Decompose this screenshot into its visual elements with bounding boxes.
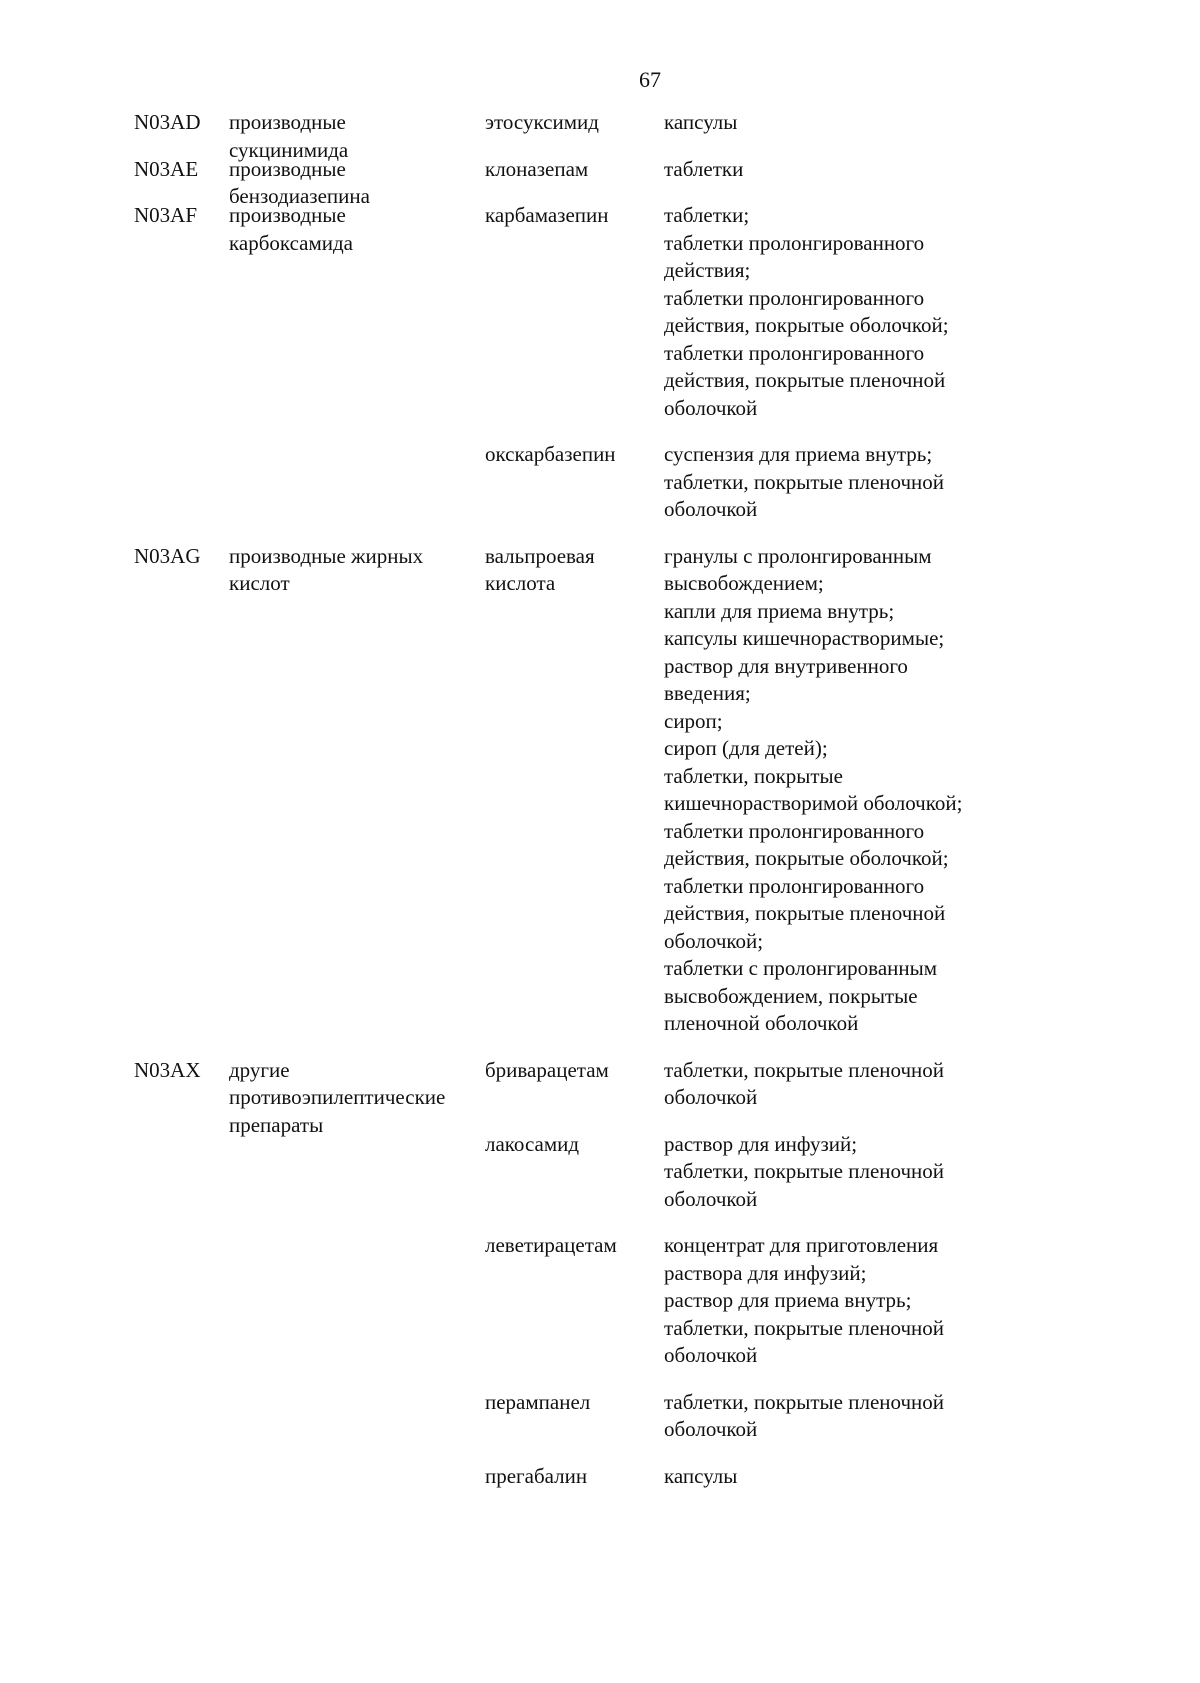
drug-name: окскарбазепин xyxy=(485,442,616,466)
drug-table xyxy=(0,109,1200,1509)
drug-name: этосуксимид xyxy=(485,110,599,134)
atc-code: N03AE xyxy=(134,156,199,181)
drug-name: леветирацетам xyxy=(485,1233,617,1257)
table-row xyxy=(0,1232,1200,1370)
atc-code: N03AF xyxy=(134,203,198,227)
pharmacological-group: производные бензодиазепина xyxy=(229,156,370,208)
table-row xyxy=(0,1389,1200,1444)
table-row xyxy=(0,441,1200,524)
drug-name: прегабалин xyxy=(485,1463,588,1488)
dosage-forms: гранулы с пролонгированным высвобождением; капли для приема внутрь; капсулы кишечнорастворимые; раствор для внутривенного введения; сироп; сироп (для детей); таблетки, покрытые кишечнорастворимой оболочкой; таблетки пролонгированного действия, покрытые оболочкой; таблетки пролонгированного действия, покрытые пленочной оболочкой; таблетки с пролонгированным высвобождением, покрытые пленочной оболочкой xyxy=(664,543,963,1035)
dosage-forms: капсулы xyxy=(664,110,738,134)
dosage-forms: концентрат для приготовления раствора для инфузий; раствор для приема внутрь; таблетки, покрытые пленочной оболочкой xyxy=(664,1233,945,1367)
pharmacological-group: производные карбоксамида xyxy=(229,203,354,255)
table-row xyxy=(0,202,1200,422)
dosage-forms: капсулы xyxy=(664,1463,738,1488)
drug-name: перампанел xyxy=(485,1389,591,1414)
atc-code: N03AX xyxy=(134,1057,201,1082)
dosage-forms: раствор для инфузий; таблетки, покрытые пленочной оболочкой xyxy=(664,1131,945,1211)
page-number: 67 xyxy=(639,67,661,92)
atc-code: N03AD xyxy=(134,110,201,134)
drug-name: бриварацетам xyxy=(485,1057,609,1082)
dosage-forms: суспензия для приема внутрь; таблетки, покрытые пленочной оболочкой xyxy=(664,442,945,521)
drug-name: лакосамид xyxy=(485,1131,580,1156)
dosage-forms: таблетки xyxy=(664,156,744,181)
table-row xyxy=(0,1131,1200,1214)
drug-name: клоназепам xyxy=(485,156,589,181)
pharmacological-group: другие противоэпилептические препараты xyxy=(229,1057,446,1137)
pharmacological-group: производные сукцинимида xyxy=(229,110,349,162)
drug-name: вальпроевая кислота xyxy=(485,543,595,595)
dosage-forms: таблетки; таблетки пролонгированного действия; таблетки пролонгированного действия, покрытые оболочкой; таблетки пролонгированного действия, покрытые пленочной оболочкой xyxy=(664,203,949,420)
table-row xyxy=(0,543,1200,1038)
dosage-forms: таблетки, покрытые пленочной оболочкой xyxy=(664,1057,945,1109)
atc-code: N03AG xyxy=(134,543,201,568)
table-row xyxy=(0,156,1200,208)
drug-name: карбамазепин xyxy=(485,203,609,227)
dosage-forms: таблетки, покрытые пленочной оболочкой xyxy=(664,1389,945,1441)
table-row xyxy=(0,1463,1200,1491)
table-row xyxy=(0,1057,1200,1137)
pharmacological-group: производные жирных кислот xyxy=(229,543,424,595)
table-row xyxy=(0,109,1200,162)
